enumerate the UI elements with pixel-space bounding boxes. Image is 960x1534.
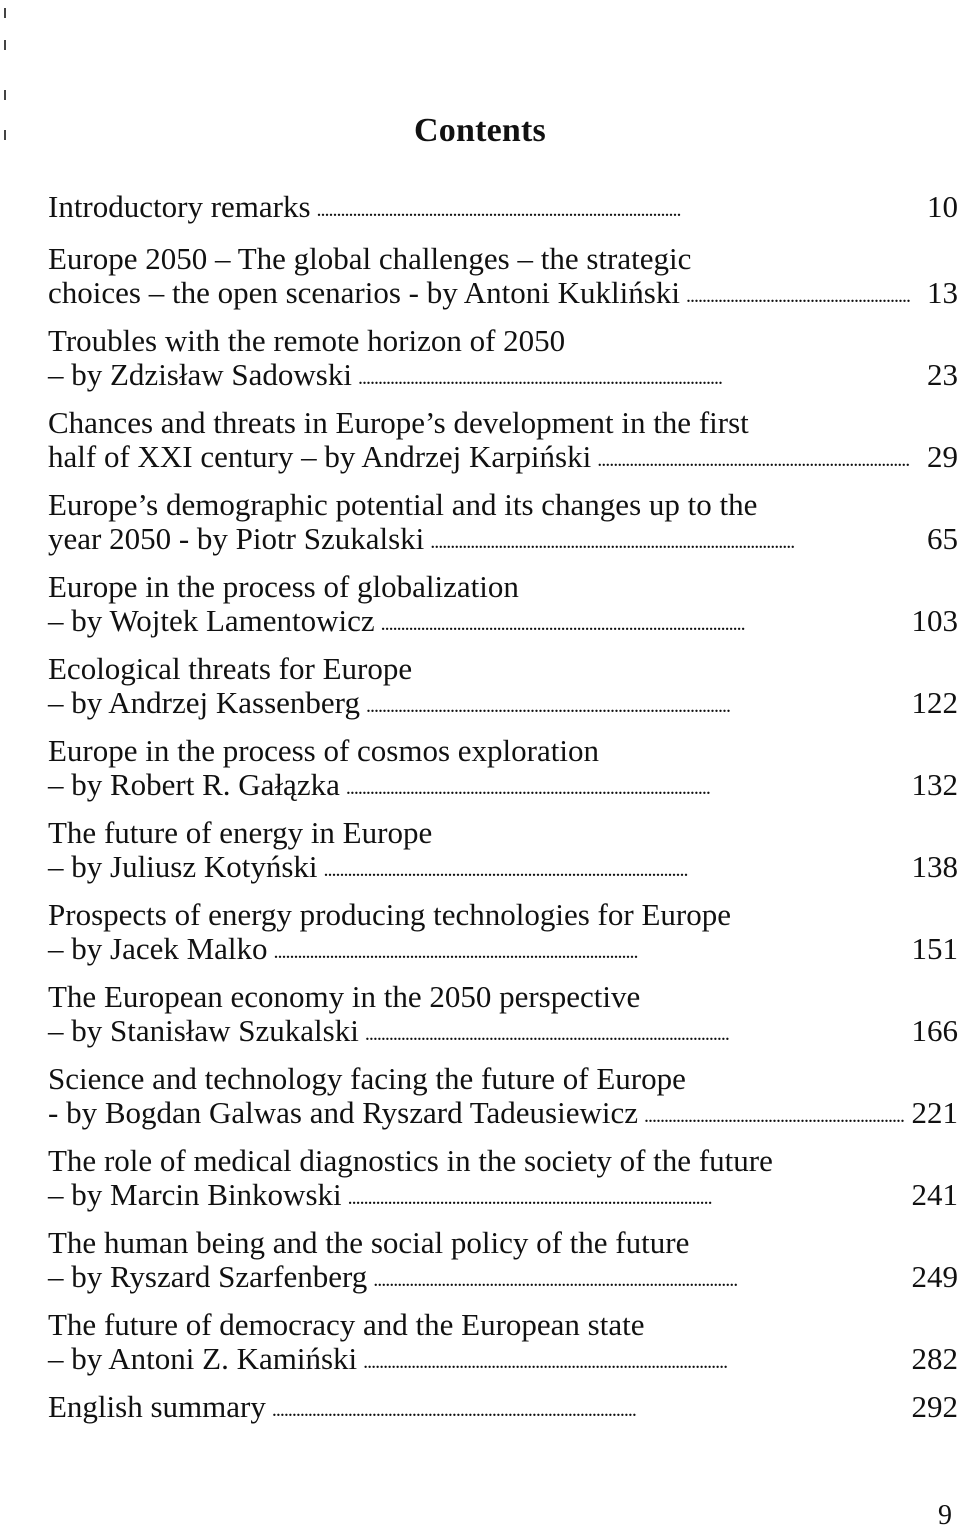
dot-leader bbox=[366, 686, 904, 720]
toc-entry[interactable] bbox=[48, 406, 958, 488]
toc-entry[interactable] bbox=[48, 816, 958, 898]
entry-page-number: 282 bbox=[911, 1341, 958, 1376]
toc-entry[interactable] bbox=[48, 734, 958, 816]
toc-entry[interactable] bbox=[48, 570, 958, 652]
entry-author: choices – the open scenarios - by Antoni Kukliński bbox=[48, 275, 680, 310]
scan-speck bbox=[4, 8, 6, 18]
toc-entry[interactable] bbox=[48, 1390, 958, 1442]
entry-page-number: 151 bbox=[911, 931, 958, 966]
entry-page-number: 249 bbox=[911, 1259, 958, 1294]
table-of-contents bbox=[48, 190, 958, 1442]
dot-leader bbox=[324, 850, 904, 884]
entry-author: – by Marcin Binkowski bbox=[48, 1177, 342, 1212]
entry-title: The European economy in the 2050 perspective bbox=[48, 979, 641, 1014]
entry-author: - by Bogdan Galwas and Ryszard Tadeusiewicz bbox=[48, 1095, 639, 1130]
page-title: Contents bbox=[414, 112, 546, 149]
entry-author: – by Robert R. Gałązka bbox=[48, 767, 340, 802]
dot-leader bbox=[348, 1178, 904, 1212]
dot-leader bbox=[363, 1342, 903, 1376]
entry-title: Troubles with the remote horizon of 2050 bbox=[48, 323, 566, 358]
entry-page-number: 132 bbox=[911, 767, 958, 802]
entry-author: – by Andrzej Kassenberg bbox=[48, 685, 360, 720]
entry-page-number: 103 bbox=[911, 603, 958, 638]
dot-leader bbox=[373, 1260, 903, 1294]
entry-title: Science and technology facing the future of Europe bbox=[48, 1061, 686, 1096]
dot-leader bbox=[358, 358, 910, 392]
entry-page-number: 29 bbox=[927, 439, 958, 474]
dot-leader bbox=[644, 1096, 903, 1130]
entry-author: half of XXI century – by Andrzej Karpiński bbox=[48, 439, 592, 474]
entry-title: The future of energy in Europe bbox=[48, 815, 433, 850]
entry-page-number: 10 bbox=[927, 189, 958, 224]
dot-leader bbox=[272, 1390, 904, 1424]
dot-leader bbox=[274, 932, 904, 966]
entry-author: – by Wojtek Lamentowicz bbox=[48, 603, 375, 638]
entry-page-number: 138 bbox=[911, 849, 958, 884]
entry-author: – by Zdzisław Sadowski bbox=[48, 357, 352, 392]
toc-entry[interactable] bbox=[48, 1226, 958, 1308]
entry-page-number: 166 bbox=[911, 1013, 958, 1048]
toc-entry[interactable] bbox=[48, 1308, 958, 1390]
entry-title: Europe in the process of cosmos exploration bbox=[48, 733, 599, 768]
entry-title: Europe in the process of globalization bbox=[48, 569, 519, 604]
entry-author: – by Juliusz Kotyński bbox=[48, 849, 318, 884]
entry-title: Introductory remarks bbox=[48, 189, 311, 224]
entry-title: The role of medical diagnostics in the society of the future bbox=[48, 1143, 773, 1178]
scan-speck bbox=[4, 40, 6, 50]
toc-entry[interactable] bbox=[48, 324, 958, 406]
toc-entry[interactable] bbox=[48, 1144, 958, 1226]
dot-leader bbox=[317, 190, 910, 224]
entry-author: – by Antoni Z. Kamiński bbox=[48, 1341, 358, 1376]
entry-page-number: 23 bbox=[927, 357, 958, 392]
entry-page-number: 122 bbox=[911, 685, 958, 720]
toc-entry[interactable] bbox=[48, 652, 958, 734]
entry-title: The human being and the social policy of the future bbox=[48, 1225, 690, 1260]
entry-page-number: 292 bbox=[911, 1389, 958, 1424]
entry-title: The future of democracy and the European state bbox=[48, 1307, 645, 1342]
dot-leader bbox=[346, 768, 904, 802]
dot-leader bbox=[430, 522, 910, 556]
entry-author: year 2050 - by Piotr Szukalski bbox=[48, 521, 425, 556]
toc-entry[interactable] bbox=[48, 488, 958, 570]
dot-leader bbox=[597, 440, 910, 474]
entry-title: Chances and threats in Europe’s development in the first bbox=[48, 405, 749, 440]
entry-title: Prospects of energy producing technologies for Europe bbox=[48, 897, 731, 932]
entry-author: – by Jacek Malko bbox=[48, 931, 268, 966]
dot-leader bbox=[686, 276, 910, 310]
entry-page-number: 13 bbox=[927, 275, 958, 310]
scan-speck bbox=[4, 90, 6, 100]
entry-title: English summary bbox=[48, 1389, 266, 1424]
entry-title: Europe 2050 – The global challenges – the strategic bbox=[48, 241, 692, 276]
page-number-footer: 9 bbox=[938, 1500, 952, 1531]
toc-entry[interactable] bbox=[48, 190, 958, 242]
toc-entry[interactable] bbox=[48, 980, 958, 1062]
toc-entry[interactable] bbox=[48, 1062, 958, 1144]
entry-title: Europe’s demographic potential and its changes up to the bbox=[48, 487, 758, 522]
toc-entry[interactable] bbox=[48, 898, 958, 980]
entry-page-number: 221 bbox=[911, 1095, 958, 1130]
entry-page-number: 65 bbox=[927, 521, 958, 556]
entry-page-number: 241 bbox=[911, 1177, 958, 1212]
dot-leader bbox=[381, 604, 904, 638]
entry-author: – by Stanisław Szukalski bbox=[48, 1013, 359, 1048]
entry-author: – by Ryszard Szarfenberg bbox=[48, 1259, 368, 1294]
toc-entry[interactable] bbox=[48, 242, 958, 324]
dot-leader bbox=[365, 1014, 904, 1048]
entry-title: Ecological threats for Europe bbox=[48, 651, 413, 686]
